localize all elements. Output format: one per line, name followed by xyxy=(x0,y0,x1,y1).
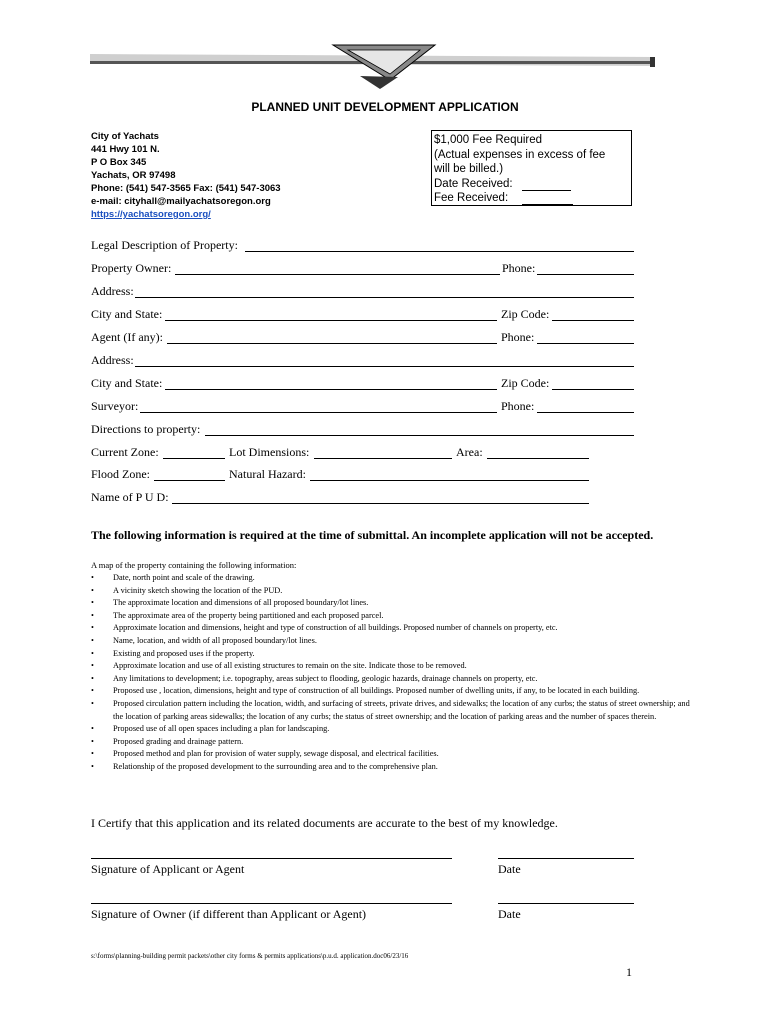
requirement-text: Existing and proposed uses if the property. xyxy=(113,648,255,658)
surveyor-field[interactable] xyxy=(140,412,497,413)
owner-address-field[interactable] xyxy=(135,297,634,298)
bullet-icon: • xyxy=(91,761,94,771)
bullet-icon: • xyxy=(91,673,94,683)
requirement-item xyxy=(91,635,691,648)
fee-note-line1: (Actual expenses in excess of fee xyxy=(434,148,606,161)
property-owner-label: Property Owner: xyxy=(91,261,172,275)
pud-name-field[interactable] xyxy=(172,503,589,504)
bullet-icon: • xyxy=(91,736,94,746)
agent-address-label: Address: xyxy=(91,353,134,367)
agent-zip-field[interactable] xyxy=(552,389,634,390)
property-owner-field[interactable] xyxy=(175,274,500,275)
requirement-item xyxy=(91,648,691,661)
current-zone-label: Current Zone: xyxy=(91,445,159,459)
surveyor-label: Surveyor: xyxy=(91,399,139,413)
requirement-item xyxy=(91,597,691,610)
requirement-text: Proposed use of all open spaces including a plan for landscaping. xyxy=(113,724,330,734)
flood-zone-label: Flood Zone: xyxy=(91,467,150,481)
area-field[interactable] xyxy=(487,458,589,459)
city-website-link[interactable]: https://yachatsoregon.org/ xyxy=(91,209,211,220)
requirement-text: A vicinity sketch showing the location of the PUD. xyxy=(113,585,283,595)
flood-zone-field[interactable] xyxy=(154,480,225,481)
city-phone-fax: Phone: (541) 547-3565 Fax: (541) 547-3063 xyxy=(91,183,281,194)
city-state-zip: Yachats, OR 97498 xyxy=(91,170,176,181)
requirement-text: The approximate area of the property being partitioned and each proposed parcel. xyxy=(113,610,384,620)
requirement-item xyxy=(91,610,691,623)
legal-description-label: Legal Description of Property: xyxy=(91,238,238,252)
bullet-icon: • xyxy=(91,648,94,658)
requirements-heading: The following information is required at the time of submittal. An incomplete application will not be accepted. xyxy=(91,528,654,542)
agent-phone-label: Phone: xyxy=(501,330,535,344)
agent-city-state-field[interactable] xyxy=(165,389,497,390)
certification-statement: I Certify that this application and its related documents are accurate to the best of my knowledge. xyxy=(91,816,558,830)
city-po-box: P O Box 345 xyxy=(91,157,147,168)
fee-received-label: Fee Received: xyxy=(434,192,509,204)
agent-field[interactable] xyxy=(167,343,497,344)
directions-field[interactable] xyxy=(205,435,634,436)
requirement-item xyxy=(91,685,691,698)
owner-address-label: Address: xyxy=(91,284,134,298)
date-received-label: Date Received: xyxy=(434,177,513,190)
requirement-text: Relationship of the proposed development to the surrounding area and to the comprehensive plan. xyxy=(113,761,438,771)
area-label: Area: xyxy=(456,445,483,459)
bullet-icon: • xyxy=(91,573,94,582)
natural-hazard-label: Natural Hazard: xyxy=(229,467,306,481)
requirement-text: Any limitations to development; i.e. topography, areas subject to flooding, geologic hazards, drainage channels on property, etc. xyxy=(113,673,538,683)
owner-zip-label: Zip Code: xyxy=(501,307,550,321)
requirement-item xyxy=(91,748,691,761)
requirement-item xyxy=(91,622,691,635)
pud-name-label: Name of P U D: xyxy=(91,490,169,504)
agent-zip-label: Zip Code: xyxy=(501,376,550,390)
owner-phone-field[interactable] xyxy=(537,274,634,275)
surveyor-phone-label: Phone: xyxy=(501,399,535,413)
city-email: e-mail: cityhall@mailyachatsoregon.org xyxy=(91,196,271,207)
fee-box xyxy=(431,130,632,206)
bullet-icon: • xyxy=(91,686,94,696)
fee-note-line2: will be billed.) xyxy=(434,163,504,175)
requirement-text: The approximate location and dimensions of all proposed boundary/lot lines. xyxy=(113,598,369,608)
bullet-icon: • xyxy=(91,635,94,645)
owner-city-state-field[interactable] xyxy=(165,320,497,321)
requirements-intro: A map of the property containing the following information: xyxy=(91,560,297,570)
requirement-item xyxy=(91,698,691,723)
owner-city-state-label: City and State: xyxy=(91,307,163,321)
bullet-icon: • xyxy=(91,610,94,620)
owner-signature-line[interactable] xyxy=(91,903,452,904)
lot-dimensions-label: Lot Dimensions: xyxy=(229,445,310,459)
owner-phone-label: Phone: xyxy=(502,261,536,275)
requirement-text: Proposed use , location, dimensions, height and type of construction of all buildings. Proposed number of dwelling units, if any, to be located in each building. xyxy=(113,686,640,696)
owner-zip-field[interactable] xyxy=(552,320,634,321)
requirement-item xyxy=(91,736,691,749)
requirements-list xyxy=(91,572,691,774)
bullet-icon: • xyxy=(91,585,94,595)
requirement-text: Approximate location and dimensions, height and type of construction of all buildings. Proposed number of channels on property, etc. xyxy=(113,623,558,633)
requirement-text: Proposed grading and drainage pattern. xyxy=(113,736,244,746)
bullet-icon: • xyxy=(91,661,94,671)
city-name: City of Yachats xyxy=(91,131,159,142)
applicant-signature-label: Signature of Applicant or Agent xyxy=(91,862,245,876)
requirement-text: Date, north point and scale of the drawing. xyxy=(113,573,255,582)
bullet-icon: • xyxy=(91,623,94,633)
applicant-date-line[interactable] xyxy=(498,858,634,859)
requirement-item xyxy=(91,660,691,673)
document-title: PLANNED UNIT DEVELOPMENT APPLICATION xyxy=(251,100,519,114)
applicant-signature-line[interactable] xyxy=(91,858,452,859)
legal-description-field[interactable] xyxy=(245,251,634,252)
city-logo-graphic xyxy=(90,44,655,94)
requirement-item xyxy=(91,572,691,585)
agent-phone-field[interactable] xyxy=(537,343,634,344)
natural-hazard-field[interactable] xyxy=(310,480,589,481)
bullet-icon: • xyxy=(91,698,94,708)
bullet-icon: • xyxy=(91,598,94,608)
bullet-icon: • xyxy=(91,724,94,734)
requirement-text: Approximate location and use of all existing structures to remain on the site. Indicate those to be removed. xyxy=(113,661,467,671)
requirement-text: Name, location, and width of all proposed boundary/lot lines. xyxy=(113,635,317,645)
agent-label: Agent (If any): xyxy=(91,330,163,344)
agent-address-field[interactable] xyxy=(135,366,634,367)
requirement-text: Proposed method and plan for provision of water supply, sewage disposal, and electrical facilities. xyxy=(113,749,439,759)
requirement-item xyxy=(91,723,691,736)
page-number: 1 xyxy=(626,965,632,979)
requirement-item xyxy=(91,585,691,598)
fee-received-field[interactable] xyxy=(522,204,573,205)
fee-required: $1,000 Fee Required xyxy=(434,134,543,146)
city-street: 441 Hwy 101 N. xyxy=(91,144,160,155)
agent-city-state-label: City and State: xyxy=(91,376,163,390)
applicant-date-label: Date xyxy=(498,862,521,876)
lot-dimensions-field[interactable] xyxy=(314,458,452,459)
bullet-icon: • xyxy=(91,749,94,759)
owner-signature-label: Signature of Owner (if different than Applicant or Agent) xyxy=(91,907,367,921)
owner-date-label: Date xyxy=(498,907,521,921)
surveyor-phone-field[interactable] xyxy=(537,412,634,413)
requirement-item xyxy=(91,673,691,686)
owner-date-line[interactable] xyxy=(498,903,634,904)
requirement-text: Proposed circulation pattern including the location, width, and surfacing of streets, private drives, and sidewalks; the location of any curbs; the status of street ownership; and the location of parking areas sidewalks; the location of any curbs; the status of street ownership; and the location of parking areas and the number of spaces therein. xyxy=(113,698,690,721)
city-address-block xyxy=(91,130,281,221)
current-zone-field[interactable] xyxy=(163,458,225,459)
requirement-item xyxy=(91,761,691,774)
footer-file-path: s:\forms\planning-building permit packets\other city forms & permits applications\p.u.d. application.doc06/23/16 xyxy=(91,952,409,960)
directions-label: Directions to property: xyxy=(91,422,201,436)
